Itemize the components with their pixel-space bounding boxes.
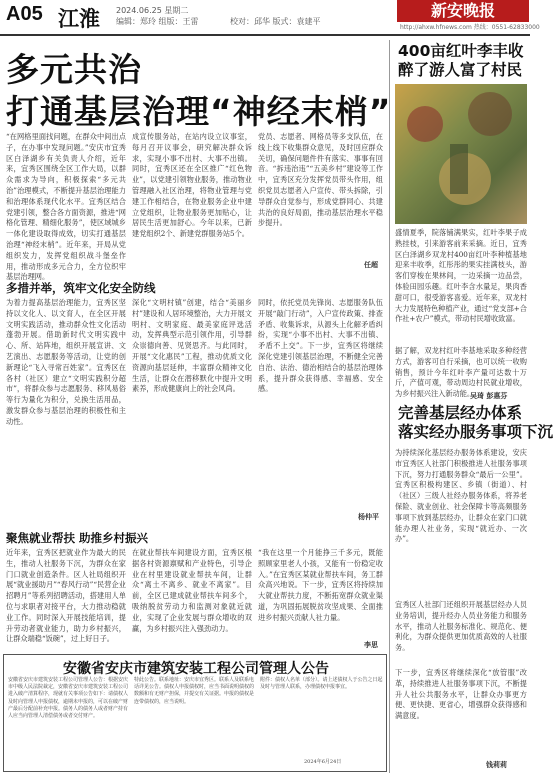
notice-col2: 特此公告。联系地址：安庆市宜秀区。联系人及联系电话详见公告。债权人申报债权时，应当书面说明债权的数额和有无财产担保，并提交有关证据。申报的债权是连带债权的，应当说明。 bbox=[134, 677, 255, 705]
right-story2: 为持续深化基层经办服务体系建设，安庆市宜秀区人社部门积极推进人社服务事项下沉，努力打通服务群众“最后一公里”。宜秀区积极构建区、乡镇（街道）、村（社区）三级人社经办服务体系，将养老保险、就业创业、社会保障卡等高频服务事项下放到基层经办，让群众在家门口就能办理人社业务，实现“就近办、一次办”。 bbox=[395, 448, 527, 544]
subhead-employment: 聚焦就业帮扶 助推乡村振兴 bbox=[6, 531, 149, 545]
public-notice bbox=[3, 654, 387, 772]
byline-a: 任超 bbox=[364, 260, 378, 269]
employment-col1: 近年来，宜秀区把就业作为最大的民生，推动人社服务下沉，为群众在家门口就业创造条件。区人社局组织开展“就业援助月”“春风行动”“民营企业招聘月”等系列招聘活动，搭建用人单位与求职者对接平台，大力推动稳就业工作。同时深入开展技能培训，提升劳动者就业能力，助力乡村振兴，让群众端稳“饭碗”，过上好日子。 bbox=[6, 548, 126, 644]
culture-col3: 同时，依托党员先锋岗、志愿服务队伍开展“敲门行动”，入户宣传政策、排查矛盾、收集诉求，从源头上化解矛盾纠纷，实现“小事不出村、大事不出镇、矛盾不上交”。下一步，宜秀区将继续深化党建引领基层治理，不断健全完善自治、法治、德治相结合的基层治理体系，提升群众获得感、幸福感、安全感。 bbox=[258, 298, 383, 394]
header-editors: 编辑：郑玲 组版：王雷 bbox=[116, 17, 199, 26]
headline-line1: 多元共治 bbox=[6, 50, 142, 89]
notice-col1: 安徽省安庆市建筑安装工程公司管理人公告：根据安庆市中级人民法院裁定，安徽省安庆市建筑安装工程公司进入破产清算程序，现就有关事项公告如下：请债权人及时向管理人申报债权，逾期未申报的，可以在破产财产最后分配前补充申报。债务人的债务人或者财产持有人应当向管理人清偿债务或者交付财产。 bbox=[8, 677, 129, 720]
header-proofread: 校对：邱华 版式：袁建平 bbox=[230, 17, 321, 26]
header-date: 2024.06.25 星期二 bbox=[116, 6, 189, 15]
employment-col3: “我在这里一个月能挣三千多元，既能照顾家里老人小孩，又能有一份稳定收入。”在宜秀区某就业帮扶车间，务工群众高兴地说。下一步，宜秀区将持续加大就业帮扶力度，不断拓宽群众就业渠道，为巩固拓展脱贫攻坚成果、全面推进乡村振兴贡献人社力量。 bbox=[258, 548, 383, 622]
right-headline1-line2: 醉了游人富了村民 bbox=[398, 61, 523, 79]
header-url: http://ahxw.hfnews.com 热线：0551-62833000 bbox=[400, 24, 540, 31]
byline-c: 李思 bbox=[364, 640, 378, 649]
headline-line2: 打通基层治理“神经末梢” bbox=[6, 92, 392, 131]
right-headline2-line1: 完善基层经办体系 bbox=[398, 404, 523, 422]
culture-col1: 为着力提高基层治理能力，宜秀区坚持以文化人、以文育人，在全区开展文明实践活动，推动群众性文化活动蓬勃开展。借助新时代文明实践中心、所、站阵地，组织开展宣讲、文艺演出、志愿服务等活动，让党的创新理论“飞入寻常百姓家”。宜秀区在各村（社区）建立“文明实践积分超市”，将群众参与志愿服务、移风易俗等行为量化为积分，兑换生活用品，激发群众参与基层治理的积极性和主动性。 bbox=[6, 298, 126, 426]
right-headline1-line1: 400亩红叶李丰收 bbox=[398, 42, 524, 60]
byline-d: 吴琦 彭惠芬 bbox=[470, 391, 508, 400]
notice-col3: 附件：债权人名单（部分）。请上述债权人于公告之日起及时与管理人联系，办理债权申报事宜。 bbox=[260, 677, 383, 691]
right-story2b: 宜秀区人社部门还组织开展基层经办人员业务培训，提升经办人员业务能力和服务水平，推动人社服务标准化、规范化、便利化，为群众提供更加优质高效的人社服务。 bbox=[395, 600, 527, 653]
page-number: A05 bbox=[6, 3, 43, 25]
right-story2c: 下一步，宜秀区将继续深化“放管服”改革，持续推进人社服务事项下沉，不断提升人社公共服务水平，让群众办事更方便、更快捷、更省心，增强群众获得感和满意度。 bbox=[395, 668, 527, 721]
notice-title: 安徽省安庆市建筑安装工程公司管理人公告 bbox=[63, 661, 329, 677]
intro-col1: “在网格里面找问题，在群众中间出点子，在办事中发现问题。”安庆市宜秀区白泽湖乡有关负责人介绍，近年来，宜秀区围绕全区工作大局，以群众需求为导向，积极探索“多元共治”治理模式，不断提升基层治理能力和治理体系现代化水平。宜秀区结合党建引领，整合各方面资源，推进“网格化管理、精细化服务”，使区域城乡一体化建设取得成效，切实打通基层治理“神经末梢”。近年来，开局从党组织发力，发挥党组织战斗堡垒作用，推动形成多元合力，全方位织牢基层治理网。 bbox=[6, 132, 126, 282]
right-story1: 盛情夏季，院落铺满果实，红叶李果子成熟挂枝，引来游客前来采摘。近日，宜秀区白泽湖乡双龙村400亩红叶李种植基地迎来丰收季，红彤彤的果实挂满枝头，游客们穿梭在果林间，一边采摘一边品尝，体验田园乐趣。红叶李含水量足，果肉香甜可口，很受游客喜爱。近年来，双龙村大力发展特色种植产业，通过“党支部+合作社+农户”模式，带动村民增收致富。 bbox=[395, 228, 527, 324]
intro-col2: 成宣传服务站，在站内设立议事室，每月召开议事会，研究解决群众诉求，实现小事不出村、大事不出镇。同时，宜秀区还在全区推广“红色物业”，以党建引领物业服务，推动物业管理融入社区治理，将物业管理与党建工作相结合，在物业服务企业中建立党组织，让物业服务更加贴心，让居民生活更加舒心。今年以来，已新建党组织2个、新建党群服务站5个。 bbox=[132, 132, 252, 239]
newspaper-logo: 新安晚报 bbox=[397, 0, 529, 22]
byline-e: 钱莉莉 bbox=[486, 760, 507, 769]
notice-date: 2024年6月24日 bbox=[304, 759, 342, 765]
subhead-culture: 多措并举，筑牢文化安全防线 bbox=[6, 281, 156, 295]
right-headline2-line2: 落实经办服务事项下沉 bbox=[398, 423, 553, 441]
column-divider bbox=[389, 40, 390, 773]
intro-col3: 党员、志愿者、网格员等多支队伍，在线上线下收集群众意见，及时回应群众关切，确保问题件件有落实、事事有回音。“拆违治违”“五美乡村”建设等工作中，宜秀区充分发挥党员带头作用，组织党员志愿者入户宣传、带头拆除，引导群众自觉参与，形成党群同心、共建共治的良好局面，推动基层治理水平稳步提升。 bbox=[258, 132, 383, 228]
right-story1b: 据了解，双龙村红叶李基地采取多种经营方式，游客可自行采摘，也可以统一收购销售，预计今年红叶李产量可达数十万斤，产值可观，带动周边村民就业增收，为乡村振兴注入新动能。 bbox=[395, 346, 527, 399]
byline-b: 杨仲平 bbox=[358, 512, 379, 521]
plum-harvest-photo bbox=[395, 84, 527, 224]
photo-art bbox=[395, 84, 527, 224]
employment-col2: 在就业帮扶车间建设方面，宜秀区根据各村资源禀赋和产业特色，引导企业在村里建设就业帮扶车间，让群众“离土不离乡、就业不离家”。目前，全区已建成就业帮扶车间多个，吸纳脱贫劳动力和监测对象就近就业，实现了企业发展与群众增收的双赢，为乡村振兴注入强劲动力。 bbox=[132, 548, 252, 633]
header-meta bbox=[116, 5, 199, 27]
section-name: 江淮 bbox=[58, 7, 100, 31]
culture-col2: 深化“文明村镇”创建，结合“美丽乡村”建设和人居环境整治，大力开展文明村、文明家庭、最美家庭评选活动，发挥典型示范引领作用，引导群众崇德向善、见贤思齐。与此同时，开展“文化惠民”工程，推动优质文化资源向基层延伸，丰富群众精神文化生活，让群众在潜移默化中提升文明素养，形成健康向上的社会风尚。 bbox=[132, 298, 252, 394]
page-header bbox=[0, 0, 540, 34]
header-rule bbox=[0, 34, 530, 36]
